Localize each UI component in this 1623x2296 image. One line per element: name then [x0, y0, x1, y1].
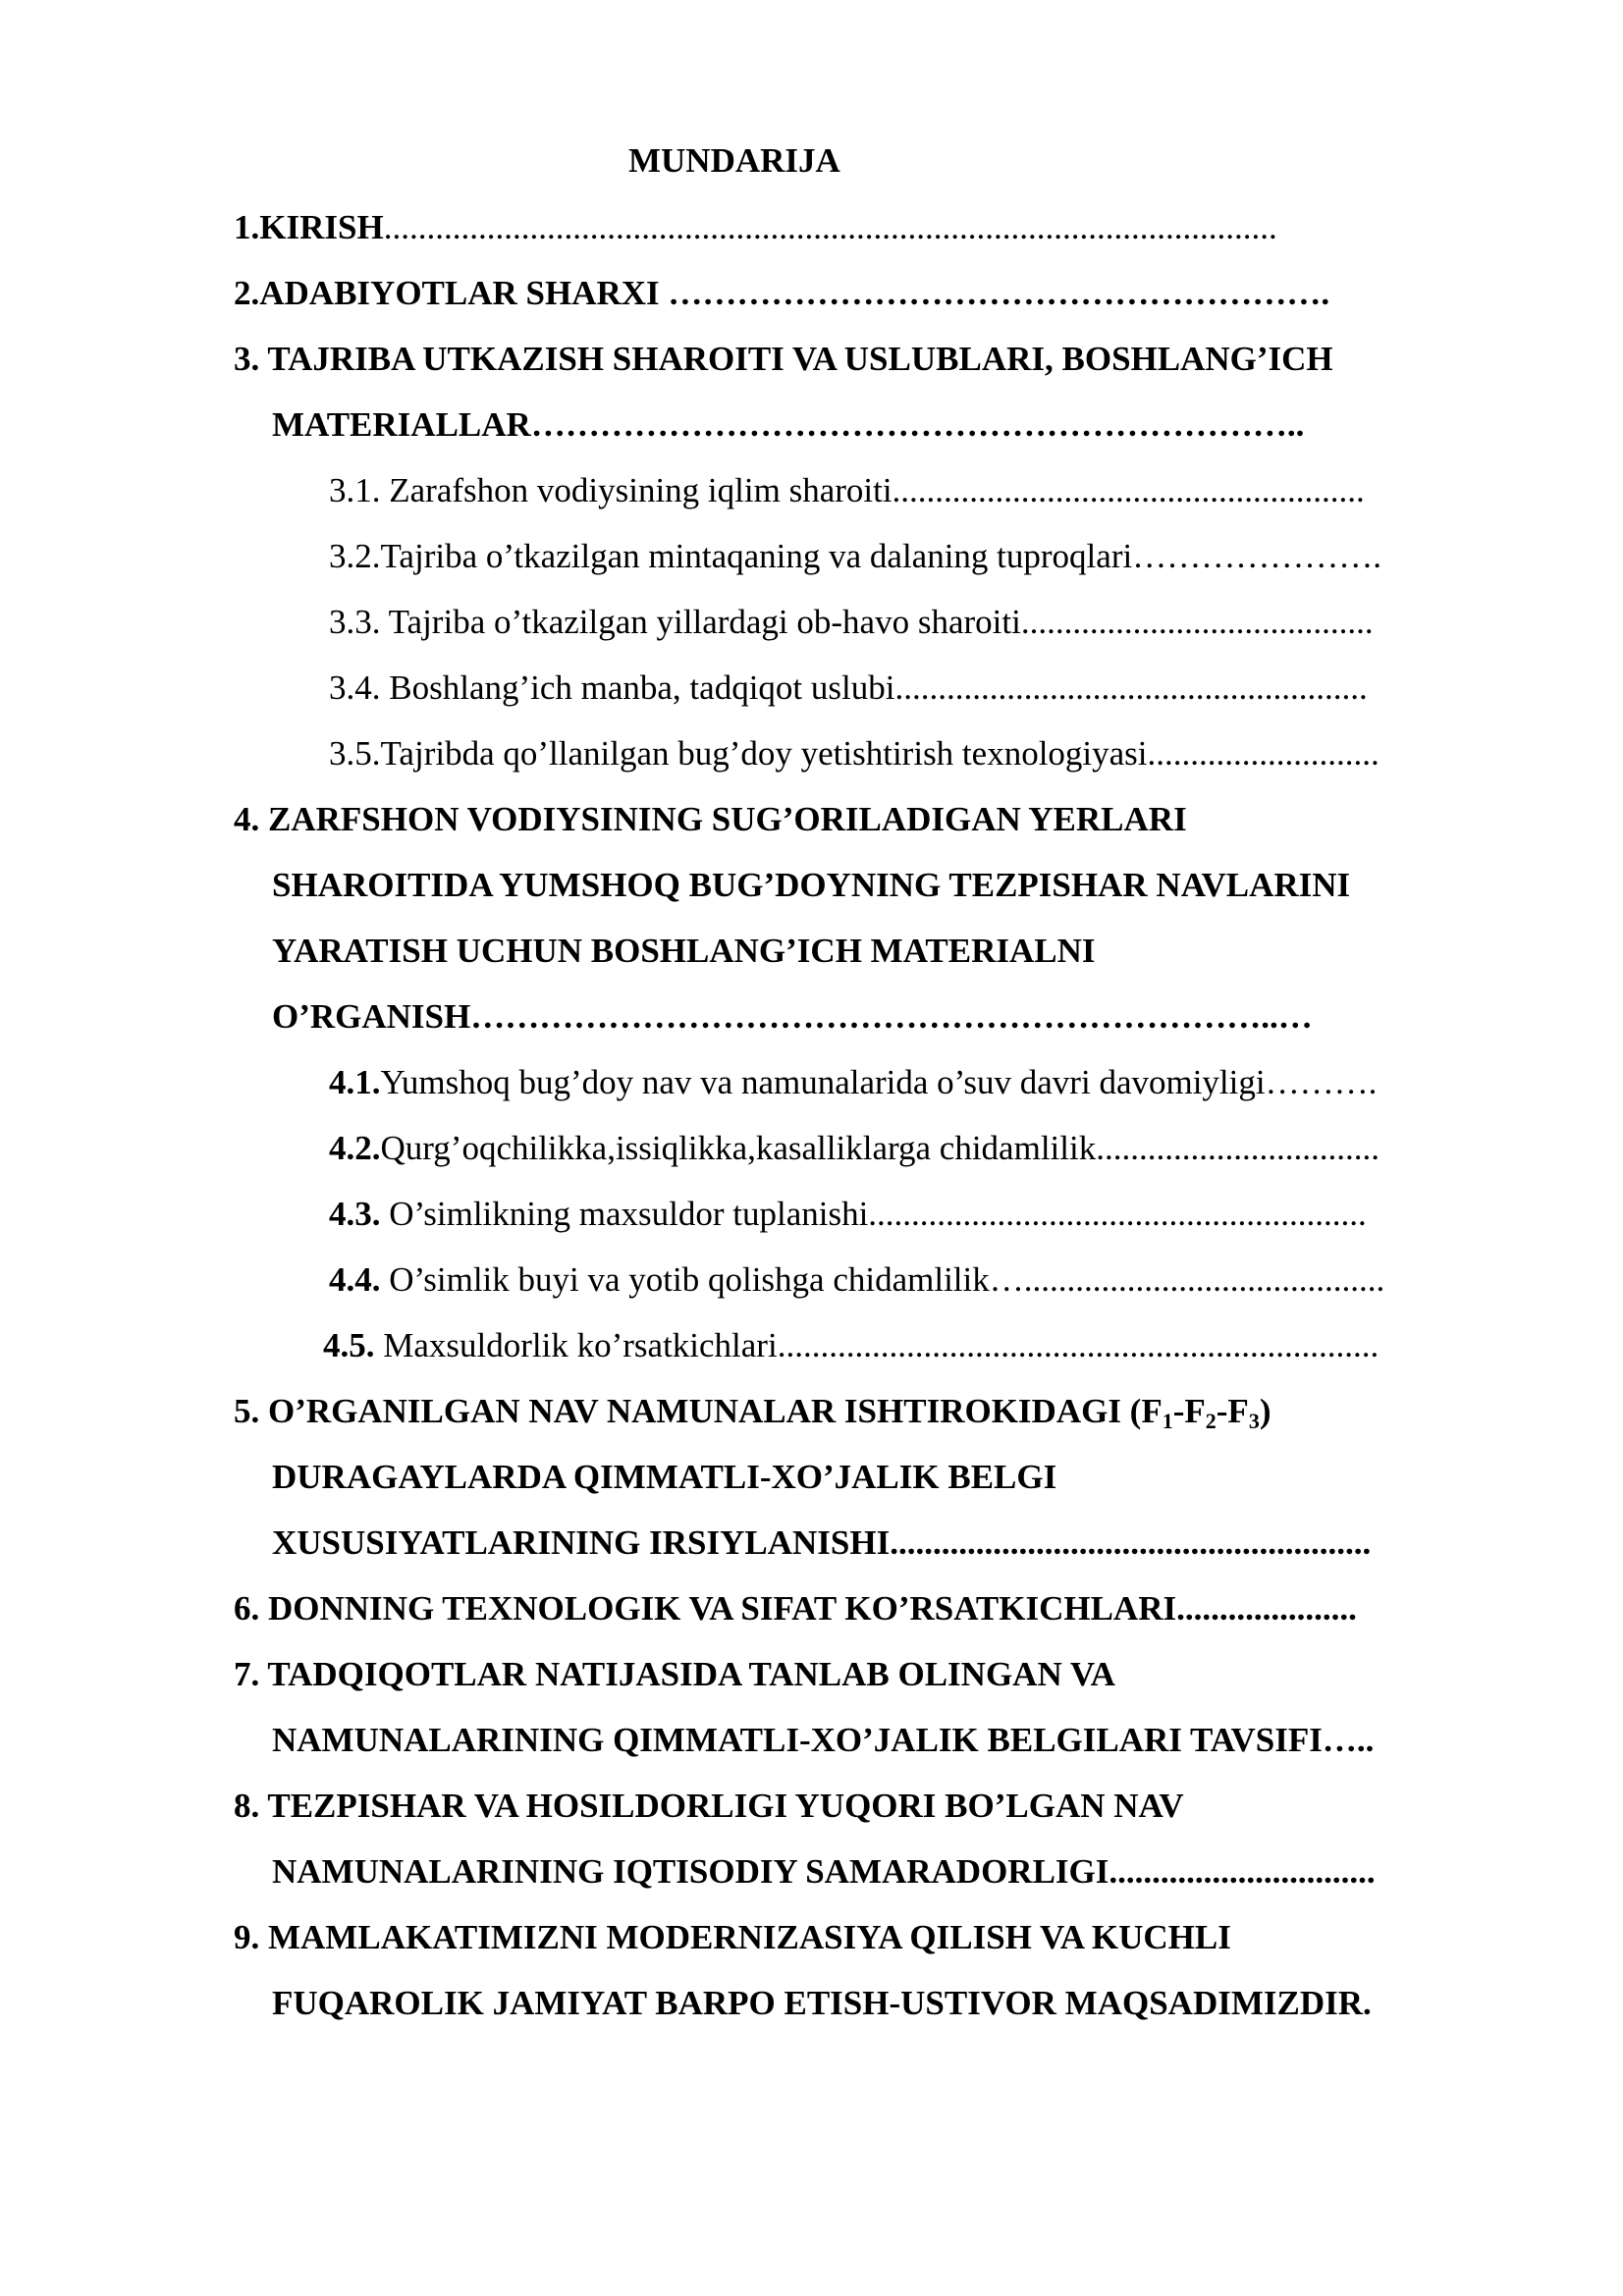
toc-entry-5-text-d: ) [1259, 1392, 1271, 1430]
toc-entry-5-subscript-3: 3 [1248, 1409, 1260, 1433]
toc-entry-8-line-2: NAMUNALARINING IQTISODIY SAMARADORLIGI............................... [272, 1852, 1376, 1891]
toc-entry-8-line-1: 8. TEZPISHAR VA HOSILDORLIGI YUQORI BO’LGAN NAV [234, 1787, 1184, 1825]
toc-subentry-4-5-number: 4.5. [323, 1326, 375, 1364]
toc-entry-4-line-1: 4. ZARFSHON VODIYSINING SUG’ORILADIGAN YERLARI [234, 800, 1187, 838]
toc-subentry-4-3 [329, 1197, 1367, 1231]
toc-subentry-4-5 [323, 1328, 1379, 1362]
toc-entry-9-line-2: FUQAROLIK JAMIYAT BARPO ETISH-USTIVOR MAQSADIMIZDIR. [272, 1984, 1372, 2022]
toc-entry-7-line-2: NAMUNALARINING QIMMATLI-XO’JALIK BELGILARI TAVSIFI….. [272, 1721, 1375, 1759]
toc-subentry-4-2 [329, 1131, 1380, 1165]
toc-subentry-3-3: 3.3. Tajriba o’tkazilgan yillardagi ob-havo sharoiti......................................... [329, 603, 1374, 641]
toc-subentry-3-5: 3.5.Tajribda qo’llanilgan bug’doy yetishtirish texnologiyasi........................... [329, 734, 1380, 773]
toc-entry-3-line-2: MATERIALLAR………………………………………………………….. [272, 405, 1305, 444]
toc-entry-4-line-3: YARATISH UCHUN BOSHLANG’ICH MATERIALNI [272, 932, 1096, 970]
toc-entry-5-text-a: 5. O’RGANILGAN NAV NAMUNALAR ISHTIROKIDAGI (F [234, 1392, 1163, 1430]
toc-subentry-4-4 [329, 1262, 1384, 1297]
toc-entry-7-line-1: 7. TADQIQOTLAR NATIJASIDA TANLAB OLINGAN VA [234, 1655, 1115, 1693]
toc-subentry-4-2-number: 4.2. [329, 1129, 381, 1167]
toc-entry-5-text-c: -F [1216, 1392, 1249, 1430]
toc-entry-5-line-1 [234, 1394, 1271, 1432]
toc-entry-5-line-3: XUSUSIYATLARINING IRSIYLANISHI........................................................ [272, 1523, 1372, 1562]
toc-entry-5-subscript-2: 2 [1205, 1409, 1217, 1433]
toc-entry-5-subscript-1: 1 [1162, 1409, 1173, 1433]
toc-subentry-4-1 [329, 1065, 1377, 1099]
toc-entry-4-line-4: O’RGANISH……………………………………………………………..… [272, 997, 1313, 1036]
toc-subentry-4-3-number: 4.3. [329, 1195, 381, 1233]
toc-subentry-4-2-text: Qurg’oqchilikka,issiqlikka,kasalliklarga chidamlilik................................. [380, 1129, 1380, 1167]
toc-entry-5-text-b: -F [1172, 1392, 1206, 1430]
toc-subentry-3-2: 3.2.Tajriba o’tkazilgan mintaqaning va dalaning tuproqlari…………………. [329, 537, 1381, 575]
toc-subentry-4-4-text: O’simlik buyi va yotib qolishga chidamlilik….......................................... [380, 1260, 1385, 1299]
toc-subentry-4-3-text: O’simlikning maxsuldor tuplanishi.......................................................... [380, 1195, 1367, 1233]
toc-subentry-4-4-number: 4.4. [329, 1260, 381, 1299]
toc-entry-1-leader: ........................................................................................................ [383, 208, 1277, 246]
toc-entry-6: 6. DONNING TEXNOLOGIK VA SIFAT KO’RSATKICHLARI..................... [234, 1589, 1357, 1628]
toc-subentry-3-1: 3.1. Zarafshon vodiysining iqlim sharoiti....................................................... [329, 471, 1365, 509]
toc-entry-2: 2.ADABIYOTLAR SHARXI …………………………………………………. [234, 274, 1330, 312]
toc-entry-1-title: 1.KIRISH [234, 208, 384, 246]
toc-entry-4-line-2: SHAROITIDA YUMSHOQ BUG’DOYNING TEZPISHAR NAVLARINI [272, 866, 1351, 904]
toc-entry-5-line-2: DURAGAYLARDA QIMMATLI-XO’JALIK BELGI [272, 1458, 1057, 1496]
toc-entry-3-line-1: 3. TAJRIBA UTKAZISH SHAROITI VA USLUBLARI, BOSHLANG’ICH [234, 340, 1333, 378]
toc-entry-9-line-1: 9. MAMLAKATIMIZNI MODERNIZASIYA QILISH VA KUCHLI [234, 1918, 1231, 1956]
toc-subentry-4-5-text: Maxsuldorlik ko’rsatkichlari...................................................................... [374, 1326, 1380, 1364]
toc-subentry-4-1-text: Yumshoq bug’doy nav va namunalarida o’suv davri davomiyligi………. [380, 1063, 1378, 1101]
toc-subentry-3-4: 3.4. Boshlang’ich manba, tadqiqot uslubi....................................................... [329, 668, 1368, 707]
toc-subentry-4-1-number: 4.1. [329, 1063, 381, 1101]
page-title: MUNDARIJA [628, 141, 840, 180]
toc-entry-1 [234, 210, 1277, 244]
